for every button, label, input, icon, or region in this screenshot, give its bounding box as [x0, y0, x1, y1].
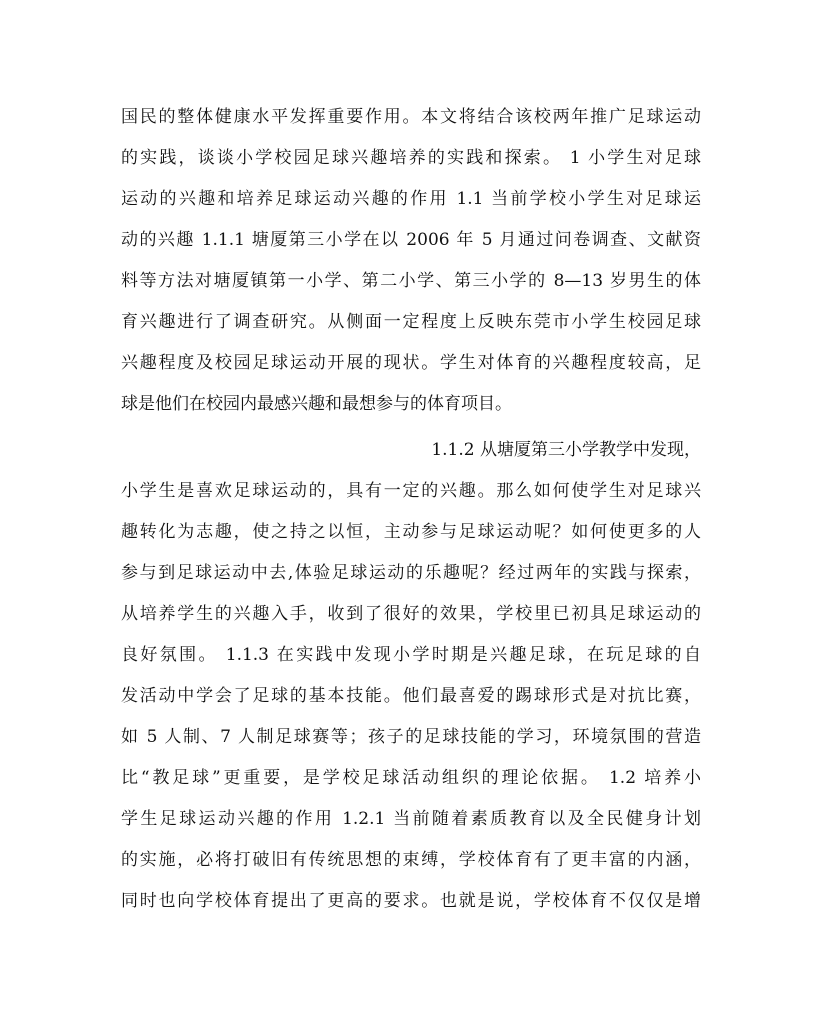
- text-line: 动的兴趣 1.1.1 塘厦第三小学在以 2006 年 5 月通过问卷调查、文献资: [121, 230, 701, 250]
- text-line: 兴趣程度及校园足球运动开展的现状。学生对体育的兴趣程度较高，足: [121, 353, 701, 373]
- text-line: 的实施，必将打破旧有传统思想的束缚，学校体育有了更丰富的内涵，: [121, 850, 701, 870]
- text-line: 料等方法对塘厦镇第一小学、第二小学、第三小学的 8—13 岁男生的体: [121, 271, 701, 291]
- text-line: 球是他们在校园内最感兴趣和最想参与的体育项目。: [121, 394, 512, 414]
- text-line: 同时也向学校体育提出了更高的要求。也就是说，学校体育不仅仅是增: [121, 891, 701, 911]
- text-line: 趣转化为志趣，使之持之以恒，主动参与足球运动呢？如何使更多的人: [121, 522, 701, 542]
- text-line: 学生足球运动兴趣的作用 1.2.1 当前随着素质教育以及全民健身计划: [121, 809, 701, 829]
- text-line: 发活动中学会了足球的基本技能。他们最喜爱的踢球形式是对抗比赛，: [121, 686, 701, 706]
- text-line: 运动的兴趣和培养足球运动兴趣的作用 1.1 当前学校小学生对足球运: [121, 189, 701, 209]
- text-line: 育兴趣进行了调查研究。从侧面一定程度上反映东莞市小学生校园足球: [121, 312, 701, 332]
- text-line: 良好氛围。 1.1.3 在实践中发现小学时期是兴趣足球，在玩足球的自: [121, 645, 701, 665]
- text-line: 国民的整体健康水平发挥重要作用。本文将结合该校两年推广足球运动: [121, 107, 701, 127]
- text-line: 参与到足球运动中去,体验足球运动的乐趣呢？经过两年的实践与探索，: [121, 563, 701, 583]
- text-line: 的实践，谈谈小学校园足球兴趣培养的实践和探索。 1 小学生对足球: [121, 148, 701, 168]
- text-line: 从培养学生的兴趣入手，收到了很好的效果，学校里已初具足球运动的: [121, 604, 701, 624]
- text-line: 1.1.2 从塘厦第三小学教学中发现，: [431, 440, 701, 460]
- text-line: 小学生是喜欢足球运动的，具有一定的兴趣。那么如何使学生对足球兴: [121, 481, 701, 501]
- text-line: 如 5 人制、7 人制足球赛等；孩子的足球技能的学习，环境氛围的营造: [121, 727, 701, 747]
- text-line: 比“教足球”更重要，是学校足球活动组织的理论依据。 1.2 培养小: [121, 768, 701, 788]
